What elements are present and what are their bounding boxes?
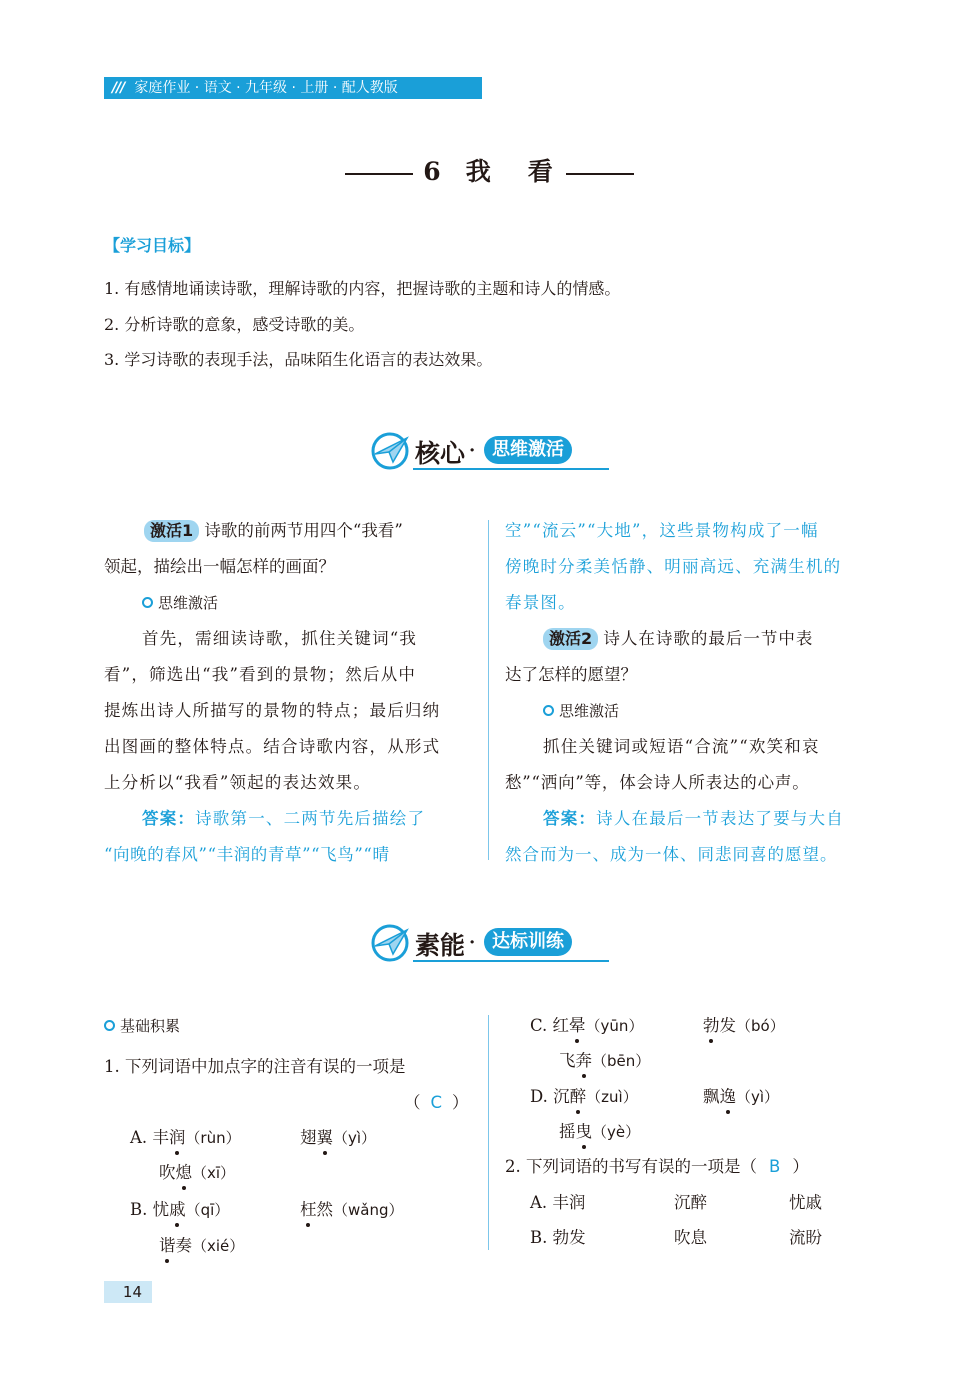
q2-stem [505,1153,809,1177]
column-divider [488,520,489,860]
option-word: 丰润 [552,1193,586,1212]
char: 沉 [553,1087,570,1106]
option-word [703,1012,785,1036]
dotted-char: 醉 [570,1083,587,1107]
header-slashes: /// [112,80,125,96]
dotted-char: 逸 [720,1083,737,1107]
option-word [559,1047,650,1071]
q1-option-c [530,1012,643,1036]
q1-stem: 1. 下列词语中加点字的注音有误的一项是 [104,1057,406,1076]
thinking-label-text: 思维激活 [559,702,620,720]
option-letter: D. [530,1087,548,1106]
learning-goals-label: 【学习目标】 [104,236,201,255]
q2-stem-text: 2. 下列词语的书写有误的一项是（ [505,1157,757,1176]
paper-plane-icon [369,428,411,470]
dotted-char: 润 [169,1124,186,1148]
goal-item: 1. 有感情地诵读诗歌，理解诗歌的内容，把握诗歌的主题和诗人的情感。 [104,279,621,298]
pinyin: （zuì） [586,1088,638,1106]
answer-line [505,801,877,837]
goal-item: 3. 学习诗歌的表现手法，品味陌生化语言的表达效果。 [104,350,493,369]
q2-answer: B [769,1157,781,1176]
option-word: 沉醉 [674,1193,707,1212]
option-word [159,1159,235,1183]
circle-bullet-icon [104,1020,115,1031]
option-word: 勃发 [552,1228,586,1247]
char: 红 [552,1016,570,1035]
answer-text: 诗歌第一、二两节先后描绘了 [195,809,426,828]
pinyin: （yè） [592,1123,641,1141]
section-underline [413,960,609,962]
pinyin: （yūn） [585,1017,644,1035]
section-title-dot: · [469,440,476,461]
char: 飘 [703,1087,720,1106]
answer-line: “向晚的春风”“丰润的青草”“飞鸟”“晴 [104,845,390,864]
option-letter: C. [530,1016,548,1035]
option-word: 流盼 [789,1228,822,1247]
thinking-line: 出图画的整体特点。结合诗歌内容，从形式 [104,737,441,756]
question-2 [505,621,877,657]
section-title-pill: 思维激活 [484,436,572,464]
dotted-char: 勃 [703,1012,720,1036]
option-word [300,1196,404,1220]
q1-option-d [530,1083,638,1107]
option-word [553,1016,644,1035]
option-word: 忧戚 [789,1193,822,1212]
question-1 [104,513,472,549]
page-title [0,152,979,188]
char: 然 [316,1200,333,1219]
option-word [152,1128,240,1147]
bracket-close: ） [452,1093,469,1112]
option-word: 吹息 [674,1228,707,1247]
thinking-label [104,585,472,621]
thinking-line: 上分析以“我看”领起的表达效果。 [104,773,372,792]
option-letter: B. [530,1228,548,1247]
activation-badge-2: 激活2 [543,628,598,650]
bracket-close: ） [792,1157,809,1176]
q2-option-a [530,1189,585,1213]
pinyin: （xī） [192,1164,236,1182]
question-2-line: 达了怎样的愿望？ [505,665,637,684]
section-title-dot: · [469,932,476,953]
char: 摇 [559,1122,576,1141]
answer-line [104,801,472,837]
q1-option-a [130,1124,241,1148]
char: 翅 [300,1128,317,1147]
pinyin: （xié） [192,1237,245,1255]
page-number: 14 [104,1281,152,1303]
answer-line: 春景图。 [505,593,576,612]
title-left-rule [345,173,413,175]
question-1-line: 诗歌的前两节用四个“我看” [204,521,403,540]
title-word-1: 我 [465,157,494,186]
char: 奏 [175,1236,192,1255]
pinyin: （yì） [736,1088,780,1106]
char: 吹 [159,1163,176,1182]
activation-right-column [505,513,877,873]
answer-label: 答案： [543,809,597,828]
option-letter: A. [130,1128,148,1147]
thinking-line: 看”，筛选出“我”看到的景物；然后从中 [104,665,417,684]
pinyin: （wǎng） [333,1201,404,1219]
answer-label: 答案： [142,809,196,828]
answer-line: 傍晚时分柔美恬静、明丽高远、充满生机的 [505,557,842,576]
basic-label [104,1015,180,1036]
section-heading-skills [369,920,614,966]
question-1-line: 领起，描绘出一幅怎样的画面？ [104,557,335,576]
activation-left-column [104,513,472,873]
dotted-char: 奔 [576,1047,593,1071]
basic-label-text: 基础积累 [120,1017,181,1035]
thinking-line: 愁”“洒向”等，体会诗人所表达的心声。 [505,773,810,792]
q1-option-b [130,1196,229,1220]
pinyin: （yì） [333,1129,377,1147]
header-bar [104,77,482,99]
dotted-char: 翼 [317,1124,334,1148]
thinking-line: 首先，需细读诗歌，抓住关键词“我 [142,629,418,648]
option-word [153,1200,230,1219]
circle-bullet-icon [543,705,554,716]
question-2-line: 诗人在诗歌的最后一节中表 [603,629,814,648]
bracket-open: （ [404,1093,421,1112]
thinking-label [505,693,877,729]
answer-line: 空”“流云”“大地”，这些景物构成了一幅 [505,521,819,540]
dotted-char: 晕 [569,1012,586,1036]
title-number: 6 [423,157,444,186]
option-word [559,1118,640,1142]
dotted-char: 枉 [300,1196,317,1220]
thinking-label-text: 思维激活 [158,594,219,612]
option-letter: B. [130,1200,148,1219]
thinking-line: 抓住关键词或短语“合流”“欢笑和哀 [543,737,820,756]
title-right-rule [566,173,634,175]
section-title-main: 素能 [415,931,466,960]
q1-answer-bracket [404,1089,469,1113]
section-title-pill: 达标训练 [484,928,572,956]
activation-badge-1: 激活1 [144,520,199,542]
pinyin: （bēn） [592,1052,651,1070]
dotted-char: 熄 [176,1159,193,1183]
title-word-2: 看 [527,157,556,186]
dotted-char: 戚 [169,1196,186,1220]
option-word [159,1232,244,1256]
header-text: 家庭作业 · 语文 · 九年级 · 上册 · 配人教版 [134,80,398,96]
option-word [300,1124,376,1148]
column-divider [488,1015,489,1250]
pinyin: （qī） [185,1201,230,1219]
char: 忧 [152,1200,170,1219]
char: 发 [719,1016,736,1035]
thinking-line: 提炼出诗人所描写的景物的特点；最后归纳 [104,701,441,720]
q2-option-b [530,1224,586,1248]
goal-item: 2. 分析诗歌的意象，感受诗歌的美。 [104,315,365,334]
circle-bullet-icon [142,597,153,608]
section-heading-core [369,428,614,474]
char: 飞 [559,1051,576,1070]
char: 丰 [152,1128,169,1147]
answer-text: 诗人在最后一节表达了要与大自 [596,809,844,828]
section-underline [413,468,609,470]
option-word [553,1087,638,1106]
dotted-char: 谐 [159,1232,176,1256]
q1-answer: C [430,1093,443,1112]
dotted-char: 曳 [576,1118,593,1142]
section-title-main: 核心 [415,439,466,468]
pinyin: （bó） [736,1017,785,1035]
paper-plane-icon [369,920,411,962]
answer-line: 然合而为一、成为一体、同悲同喜的愿望。 [505,845,838,864]
option-word [703,1083,779,1107]
pinyin: （rùn） [185,1129,241,1147]
option-letter: A. [530,1193,548,1212]
